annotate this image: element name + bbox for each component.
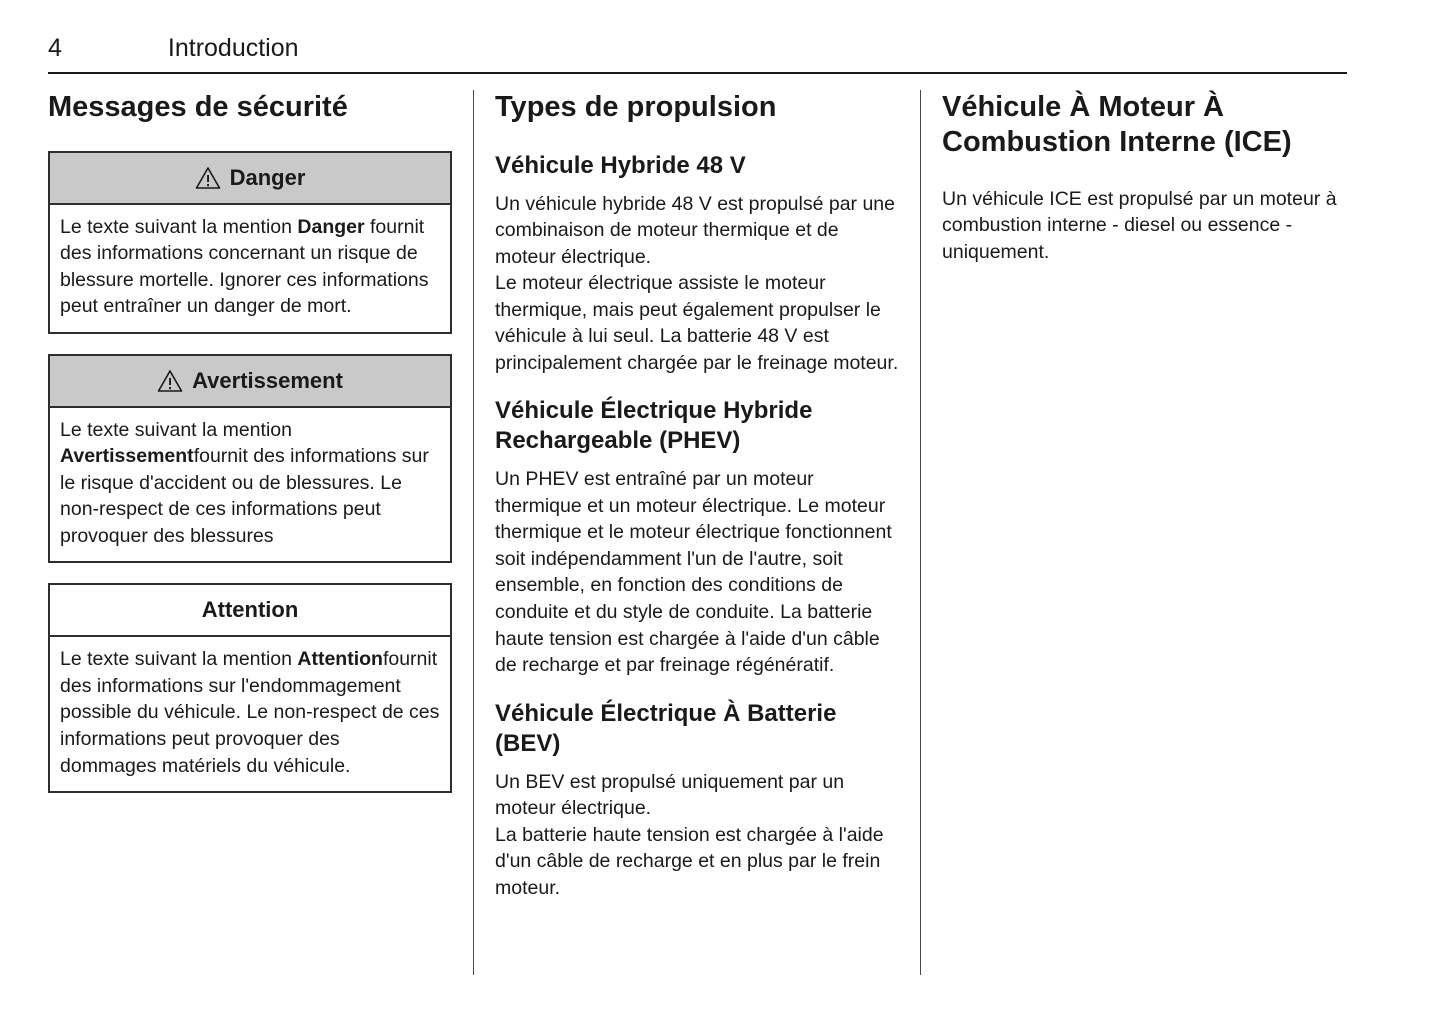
heading-hybrid-48v: Véhicule Hybride 48 V bbox=[495, 151, 746, 179]
column-ice bbox=[942, 90, 1345, 265]
danger-box-header bbox=[50, 153, 450, 205]
caution-body-suffix: fournit des informations sur l'endommagement possible du véhicule. Le non-respect de ces informations peut provoquer des dommages matériels du véhicule. bbox=[60, 648, 440, 777]
heading-bev: Véhicule Électrique À Batterie (BEV) bbox=[495, 699, 837, 757]
caution-box-header bbox=[50, 585, 450, 637]
caution-body-term: Attention bbox=[297, 648, 383, 671]
warning-triangle-icon bbox=[157, 369, 183, 393]
danger-box bbox=[48, 151, 452, 334]
caution-box-title: Attention bbox=[201, 597, 299, 623]
warning-box-body bbox=[50, 408, 450, 562]
column-divider bbox=[920, 90, 921, 975]
warning-body-suffix: fournit des informations sur le risque d'accident ou de blessures. Le non-respect de ces informations peut provoquer des blessures bbox=[60, 445, 429, 547]
running-header bbox=[0, 0, 1445, 63]
warning-box-header bbox=[50, 356, 450, 408]
caution-box bbox=[48, 583, 452, 793]
warning-body-term: Avertissement bbox=[60, 445, 194, 468]
caution-body-prefix: Le texte suivant la mention bbox=[60, 648, 298, 671]
propulsion-title: Types de propulsion bbox=[495, 91, 777, 123]
warning-triangle-icon bbox=[195, 166, 221, 190]
column-propulsion-types bbox=[495, 90, 899, 901]
danger-body-term: Danger bbox=[297, 215, 365, 238]
ice-title: Véhicule À Moteur À Combustion Interne (ICE) bbox=[942, 91, 1292, 158]
paragraph: Un véhicule ICE est propulsé par un moteur à combustion interne - diesel ou essence - uniquement. bbox=[942, 187, 1337, 263]
page-number: 4 bbox=[48, 34, 62, 62]
danger-body-prefix: Le texte suivant la mention bbox=[60, 215, 298, 238]
caution-box-body bbox=[50, 637, 450, 791]
column-divider bbox=[473, 90, 474, 975]
warning-body-prefix: Le texte suivant la mention bbox=[60, 418, 292, 441]
danger-box-title: Danger bbox=[229, 164, 306, 190]
column-safety-messages bbox=[48, 90, 452, 813]
paragraph: Un PHEV est entraîné par un moteur thermique et un moteur électrique. Le moteur thermique et le moteur électrique fonctionnent soit indépendamment l'un de l'autre, soit ensemble, en fonction des conditions de conduite et du style de conduite. La batterie haute tension est chargée à l'aide d'un câble de recharge et par freinage régénératif. bbox=[495, 468, 892, 677]
safety-messages-title: Messages de sécurité bbox=[48, 91, 348, 123]
chapter-title: Introduction bbox=[167, 34, 299, 62]
danger-box-body bbox=[50, 205, 450, 332]
danger-body-suffix: fournit des informations concernant un risque de blessure mortelle. Ignorer ces informations peut entraîner un danger de mort. bbox=[60, 215, 429, 318]
paragraph: Un BEV est propulsé uniquement par un moteur électrique. bbox=[495, 770, 845, 820]
paragraph: Un véhicule hybride 48 V est propulsé par une combinaison de moteur thermique et de moteur électrique. bbox=[495, 192, 895, 268]
paragraph: Le moteur électrique assiste le moteur thermique, mais peut également propulser le véhicule à lui seul. La batterie 48 V est principalement chargée par le freinage moteur. bbox=[495, 272, 899, 374]
warning-box bbox=[48, 354, 452, 564]
page-columns bbox=[0, 74, 1445, 975]
paragraph: La batterie haute tension est chargée à l'aide d'un câble de recharge et en plus par le frein moteur. bbox=[495, 823, 884, 899]
warning-box-title: Avertissement bbox=[192, 367, 343, 393]
heading-phev: Véhicule Électrique Hybride Rechargeable (PHEV) bbox=[495, 397, 813, 455]
